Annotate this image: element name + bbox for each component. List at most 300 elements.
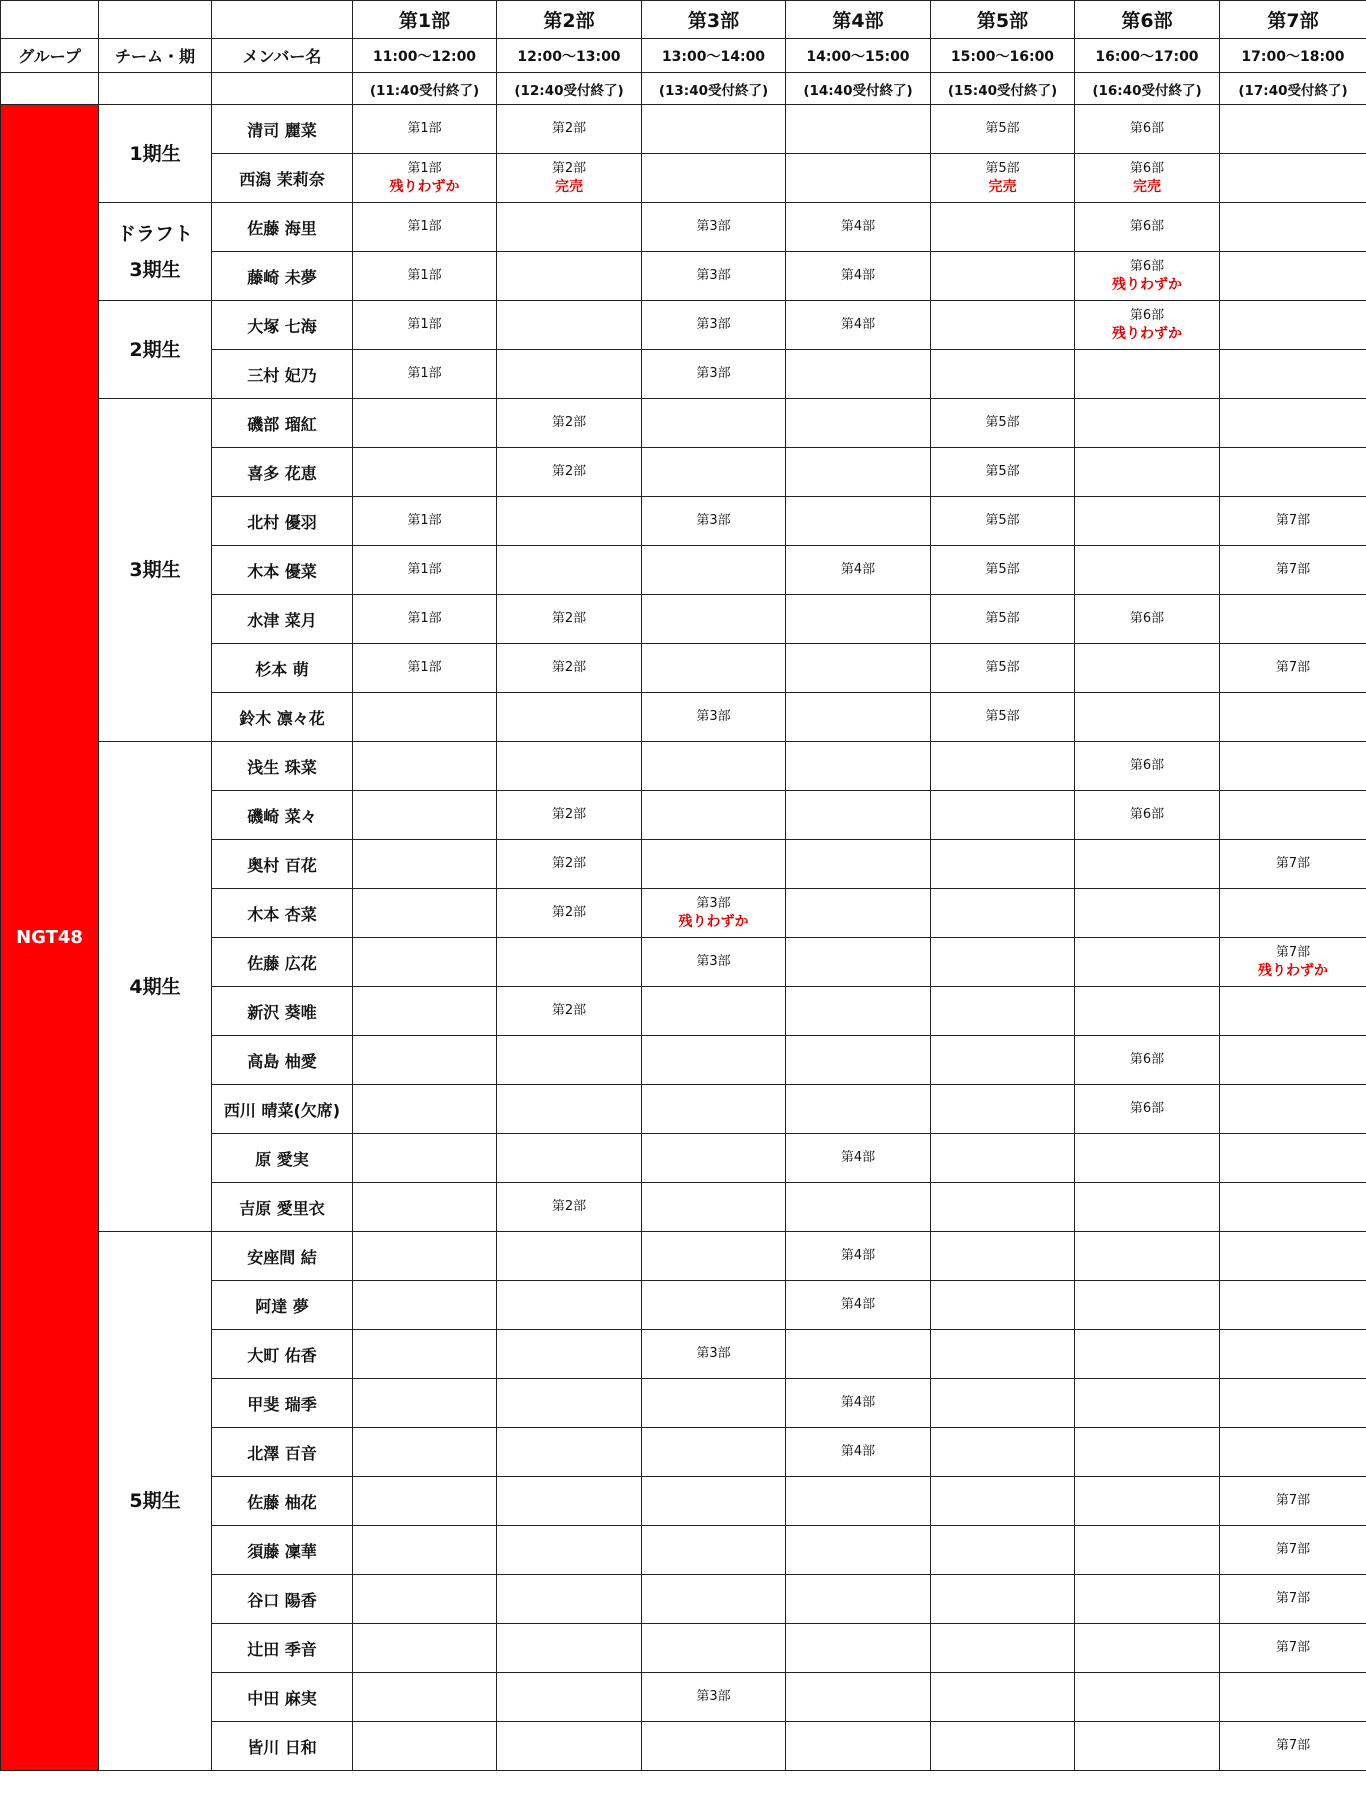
slot-cell [786, 1526, 931, 1575]
slot-cell [642, 1477, 786, 1526]
slot-cell [1075, 791, 1220, 840]
availability-status: 完売 [1133, 179, 1161, 195]
slot-cell [1075, 154, 1220, 203]
slot-cell [497, 840, 642, 889]
slot-cell [497, 1673, 642, 1722]
slot-cell [1075, 1330, 1220, 1379]
slot-label: 第2部 [551, 1199, 587, 1214]
slot-cell [786, 1673, 931, 1722]
slot-cell [353, 889, 497, 938]
table-row [1, 301, 1366, 350]
slot-label: 第2部 [551, 660, 587, 675]
slot-cell [786, 154, 931, 203]
slot-cell [1220, 742, 1366, 791]
availability-status: 残りわずか [1112, 277, 1182, 293]
slot-cell [353, 252, 497, 301]
slot-cell [497, 1134, 642, 1183]
slot-cell [1075, 546, 1220, 595]
table-row [1, 399, 1366, 448]
slot-cell [353, 595, 497, 644]
slot-cell [786, 1085, 931, 1134]
slot-label: 第4部 [840, 1444, 876, 1459]
team-label: 3期生 [99, 399, 212, 742]
header-part: 第6部 [1075, 1, 1220, 39]
slot-label: 第7部 [1275, 1640, 1311, 1655]
slot-cell [931, 1134, 1075, 1183]
slot-cell [786, 448, 931, 497]
slot-cell [931, 595, 1075, 644]
slot-label: 第5部 [985, 464, 1020, 479]
slot-cell [1075, 1232, 1220, 1281]
slot-cell [931, 448, 1075, 497]
member-name: 辻田 季音 [212, 1624, 353, 1673]
slot-cell [1075, 1575, 1220, 1624]
slot-cell [497, 595, 642, 644]
member-name: 新沢 葵唯 [212, 987, 353, 1036]
slot-cell [353, 154, 497, 203]
slot-cell [353, 301, 497, 350]
slot-cell [1220, 497, 1366, 546]
header-blank [212, 1, 353, 39]
availability-status: 残りわずか [1112, 326, 1182, 342]
slot-label: 第7部 [1275, 660, 1311, 675]
slot-cell [642, 1085, 786, 1134]
slot-cell [786, 1624, 931, 1673]
slot-cell [1220, 1575, 1366, 1624]
slot-cell [497, 693, 642, 742]
team-label: 4期生 [99, 742, 212, 1232]
slot-label: 第2部 [551, 464, 587, 479]
slot-cell [931, 1477, 1075, 1526]
slot-label: 第2部 [551, 121, 587, 136]
slot-cell [497, 742, 642, 791]
header-part: 第3部 [642, 1, 786, 39]
table-row [1, 1232, 1366, 1281]
slot-cell [497, 1722, 642, 1771]
slot-cell [1220, 938, 1366, 987]
header-closing: (17:40受付終了) [1220, 73, 1366, 105]
slot-cell [1220, 1134, 1366, 1183]
member-name: 谷口 陽香 [212, 1575, 353, 1624]
slot-cell [786, 1330, 931, 1379]
slot-cell [497, 1232, 642, 1281]
member-name: 喜多 花恵 [212, 448, 353, 497]
slot-cell [497, 203, 642, 252]
slot-cell [1075, 889, 1220, 938]
slot-cell [786, 1036, 931, 1085]
slot-cell [642, 252, 786, 301]
slot-cell [353, 938, 497, 987]
header-row-closing [1, 73, 1366, 105]
slot-cell [497, 546, 642, 595]
slot-cell [497, 1281, 642, 1330]
slot-cell [1220, 987, 1366, 1036]
slot-cell [786, 105, 931, 154]
slot-label: 第5部 [985, 121, 1020, 136]
slot-cell [1075, 497, 1220, 546]
slot-label: 第1部 [407, 219, 442, 234]
slot-cell [353, 1281, 497, 1330]
slot-cell [1075, 1134, 1220, 1183]
slot-label: 第7部 [1275, 562, 1311, 577]
slot-label: 第1部 [407, 660, 442, 675]
slot-cell [786, 1722, 931, 1771]
slot-cell [931, 987, 1075, 1036]
member-name: 杉本 萌 [212, 644, 353, 693]
slot-cell [1220, 546, 1366, 595]
header-time: 16:00～17:00 [1075, 39, 1220, 73]
slot-label: 第6部 [1129, 807, 1165, 822]
member-name: 須藤 凜華 [212, 1526, 353, 1575]
slot-cell [353, 399, 497, 448]
member-name: 原 愛実 [212, 1134, 353, 1183]
slot-label: 第5部 [985, 660, 1020, 675]
slot-label: 第4部 [840, 562, 876, 577]
slot-cell [1220, 1722, 1366, 1771]
header-time: 13:00～14:00 [642, 39, 786, 73]
slot-cell [497, 301, 642, 350]
member-name: 中田 麻実 [212, 1673, 353, 1722]
slot-cell [642, 350, 786, 399]
slot-cell [931, 1624, 1075, 1673]
slot-label: 第4部 [840, 1297, 876, 1312]
slot-cell [1075, 1379, 1220, 1428]
slot-cell [353, 448, 497, 497]
header-blank [99, 1, 212, 39]
slot-cell [642, 399, 786, 448]
slot-label: 第3部 [696, 709, 731, 724]
slot-cell [353, 1575, 497, 1624]
slot-cell [931, 497, 1075, 546]
header-blank [1, 73, 99, 105]
slot-cell [353, 1232, 497, 1281]
header-part: 第4部 [786, 1, 931, 39]
slot-cell [786, 1232, 931, 1281]
slot-cell [497, 1428, 642, 1477]
slot-cell [786, 1134, 931, 1183]
slot-label: 第7部 [1275, 945, 1311, 960]
slot-cell [1220, 1036, 1366, 1085]
slot-cell [497, 350, 642, 399]
slot-cell [931, 350, 1075, 399]
slot-label: 第7部 [1275, 1493, 1311, 1508]
member-name: 磯崎 菜々 [212, 791, 353, 840]
slot-cell [786, 840, 931, 889]
slot-cell [642, 546, 786, 595]
slot-cell [1220, 1085, 1366, 1134]
member-name: 三村 妃乃 [212, 350, 353, 399]
slot-cell [1220, 1232, 1366, 1281]
slot-cell [642, 105, 786, 154]
member-name: 北澤 百音 [212, 1428, 353, 1477]
column-header-member: メンバー名 [212, 39, 353, 73]
slot-cell [1220, 1673, 1366, 1722]
slot-cell [642, 1673, 786, 1722]
table-row [1, 742, 1366, 791]
slot-label: 第6部 [1129, 611, 1165, 626]
slot-cell [1075, 1624, 1220, 1673]
slot-cell [1075, 1526, 1220, 1575]
member-name: 鈴木 凛々花 [212, 693, 353, 742]
slot-cell [642, 1575, 786, 1624]
slot-cell [931, 644, 1075, 693]
member-name: 北村 優羽 [212, 497, 353, 546]
slot-cell [642, 889, 786, 938]
slot-cell [931, 546, 1075, 595]
slot-label: 第4部 [840, 268, 876, 283]
table-row [1, 203, 1366, 252]
slot-cell [642, 154, 786, 203]
slot-cell [1075, 1085, 1220, 1134]
slot-cell [642, 693, 786, 742]
member-name: 皆川 日和 [212, 1722, 353, 1771]
header-time: 11:00～12:00 [353, 39, 497, 73]
slot-cell [931, 1281, 1075, 1330]
slot-cell [497, 448, 642, 497]
slot-cell [642, 1428, 786, 1477]
availability-status: 完売 [555, 179, 583, 195]
slot-cell [786, 1183, 931, 1232]
slot-label: 第1部 [407, 562, 442, 577]
slot-cell [642, 448, 786, 497]
slot-cell [497, 644, 642, 693]
slot-cell [353, 644, 497, 693]
slot-cell [786, 644, 931, 693]
slot-label: 第2部 [551, 807, 587, 822]
slot-cell [931, 1428, 1075, 1477]
slot-cell [786, 350, 931, 399]
slot-cell [931, 1330, 1075, 1379]
table-row [1, 105, 1366, 154]
member-name: 木本 優菜 [212, 546, 353, 595]
slot-cell [1075, 1036, 1220, 1085]
slot-cell [931, 399, 1075, 448]
header-row-times [1, 39, 1366, 73]
member-name: 大塚 七海 [212, 301, 353, 350]
slot-cell [786, 301, 931, 350]
slot-cell [497, 1575, 642, 1624]
slot-cell [497, 105, 642, 154]
slot-cell [642, 1183, 786, 1232]
slot-cell [353, 1183, 497, 1232]
header-blank [212, 73, 353, 105]
slot-label: 第7部 [1275, 856, 1311, 871]
slot-cell [353, 1330, 497, 1379]
member-name: 藤崎 未夢 [212, 252, 353, 301]
slot-cell [786, 791, 931, 840]
slot-cell [1220, 1477, 1366, 1526]
column-header-team: チーム・期 [99, 39, 212, 73]
slot-cell [353, 105, 497, 154]
slot-cell [1220, 1624, 1366, 1673]
slot-cell [1075, 1477, 1220, 1526]
slot-cell [497, 1183, 642, 1232]
slot-cell [497, 252, 642, 301]
slot-cell [497, 1330, 642, 1379]
member-name: 高島 柚愛 [212, 1036, 353, 1085]
header-part: 第7部 [1220, 1, 1366, 39]
member-name: 甲斐 瑞季 [212, 1379, 353, 1428]
slot-cell [931, 1183, 1075, 1232]
slot-cell [1075, 1722, 1220, 1771]
slot-cell [642, 938, 786, 987]
slot-cell [1075, 1428, 1220, 1477]
slot-cell [1220, 154, 1366, 203]
slot-cell [353, 1428, 497, 1477]
slot-cell [1075, 252, 1220, 301]
slot-label: 第2部 [551, 1003, 587, 1018]
member-name: 清司 麗菜 [212, 105, 353, 154]
slot-cell [497, 1526, 642, 1575]
slot-cell [786, 203, 931, 252]
slot-cell [786, 546, 931, 595]
slot-label: 第6部 [1129, 1052, 1165, 1067]
slot-cell [642, 1232, 786, 1281]
slot-cell [786, 889, 931, 938]
slot-cell [642, 742, 786, 791]
slot-cell [1220, 1379, 1366, 1428]
slot-cell [1220, 595, 1366, 644]
header-part: 第2部 [497, 1, 642, 39]
slot-label: 第1部 [407, 268, 442, 283]
slot-cell [786, 742, 931, 791]
slot-label: 第6部 [1129, 308, 1165, 323]
slot-cell [353, 840, 497, 889]
slot-cell [353, 1085, 497, 1134]
slot-label: 第6部 [1129, 1101, 1165, 1116]
header-closing: (16:40受付終了) [1075, 73, 1220, 105]
team-label: 2期生 [99, 301, 212, 399]
slot-cell [353, 1036, 497, 1085]
member-name: 浅生 珠菜 [212, 742, 353, 791]
slot-cell [931, 840, 1075, 889]
header-closing: (14:40受付終了) [786, 73, 931, 105]
slot-cell [786, 987, 931, 1036]
header-closing: (12:40受付終了) [497, 73, 642, 105]
slot-cell [642, 1624, 786, 1673]
team-label: 5期生 [99, 1232, 212, 1771]
slot-label: 第3部 [696, 1346, 731, 1361]
slot-cell [931, 203, 1075, 252]
member-name: 水津 菜月 [212, 595, 353, 644]
header-part: 第5部 [931, 1, 1075, 39]
slot-cell [353, 1722, 497, 1771]
slot-cell [1075, 1281, 1220, 1330]
slot-label: 第6部 [1129, 259, 1165, 274]
slot-cell [353, 203, 497, 252]
slot-cell [642, 1379, 786, 1428]
slot-label: 第6部 [1129, 758, 1165, 773]
slot-label: 第7部 [1275, 513, 1311, 528]
slot-cell [786, 693, 931, 742]
slot-cell [1075, 595, 1220, 644]
slot-cell [931, 889, 1075, 938]
slot-cell [353, 1477, 497, 1526]
member-name: 佐藤 広花 [212, 938, 353, 987]
member-name: 西川 晴菜(欠席) [212, 1085, 353, 1134]
header-closing: (11:40受付終了) [353, 73, 497, 105]
slot-cell [642, 497, 786, 546]
slot-cell [642, 1526, 786, 1575]
slot-label: 第4部 [840, 1248, 876, 1263]
slot-cell [1075, 399, 1220, 448]
slot-cell [1075, 448, 1220, 497]
slot-label: 第4部 [840, 219, 876, 234]
slot-label: 第4部 [840, 1150, 876, 1165]
member-name: 西潟 茉莉奈 [212, 154, 353, 203]
header-blank [99, 73, 212, 105]
availability-status: 残りわずか [678, 914, 749, 930]
slot-label: 第2部 [551, 415, 587, 430]
slot-cell [497, 889, 642, 938]
slot-label: 第6部 [1129, 161, 1165, 176]
slot-cell [1220, 644, 1366, 693]
slot-cell [931, 742, 1075, 791]
slot-cell [1220, 203, 1366, 252]
slot-cell [931, 105, 1075, 154]
slot-cell [1075, 938, 1220, 987]
slot-cell [642, 840, 786, 889]
slot-cell [497, 1477, 642, 1526]
slot-cell [642, 595, 786, 644]
slot-cell [642, 1036, 786, 1085]
slot-label: 第3部 [696, 954, 731, 969]
slot-label: 第1部 [407, 611, 442, 626]
slot-label: 第5部 [985, 161, 1020, 176]
slot-cell [1220, 1428, 1366, 1477]
slot-label: 第1部 [407, 121, 442, 136]
slot-label: 第5部 [985, 611, 1020, 626]
header-time: 14:00～15:00 [786, 39, 931, 73]
slot-cell [786, 1428, 931, 1477]
slot-cell [1220, 399, 1366, 448]
slot-label: 第3部 [696, 896, 731, 911]
slot-cell [1075, 301, 1220, 350]
slot-cell [931, 1036, 1075, 1085]
slot-cell [642, 791, 786, 840]
slot-cell [931, 1722, 1075, 1771]
slot-label: 第3部 [696, 513, 731, 528]
slot-cell [1075, 987, 1220, 1036]
slot-label: 第2部 [551, 905, 587, 920]
slot-cell [353, 1526, 497, 1575]
member-name: 木本 杏菜 [212, 889, 353, 938]
slot-cell [642, 203, 786, 252]
slot-cell [786, 399, 931, 448]
slot-cell [931, 1085, 1075, 1134]
slot-cell [642, 1134, 786, 1183]
member-name: 磯部 瑠紅 [212, 399, 353, 448]
header-row-parts [1, 1, 1366, 39]
slot-cell [786, 938, 931, 987]
slot-cell [1220, 889, 1366, 938]
slot-cell [931, 938, 1075, 987]
slot-cell [931, 1673, 1075, 1722]
slot-cell [642, 1281, 786, 1330]
slot-cell [497, 399, 642, 448]
slot-cell [1220, 448, 1366, 497]
slot-label: 第4部 [840, 317, 876, 332]
slot-cell [497, 1036, 642, 1085]
slot-cell [931, 1526, 1075, 1575]
member-name: 佐藤 柚花 [212, 1477, 353, 1526]
slot-cell [786, 1575, 931, 1624]
slot-cell [786, 1379, 931, 1428]
slot-label: 第3部 [696, 317, 731, 332]
slot-label: 第7部 [1275, 1738, 1311, 1753]
slot-cell [931, 1575, 1075, 1624]
member-name: 吉原 愛里衣 [212, 1183, 353, 1232]
